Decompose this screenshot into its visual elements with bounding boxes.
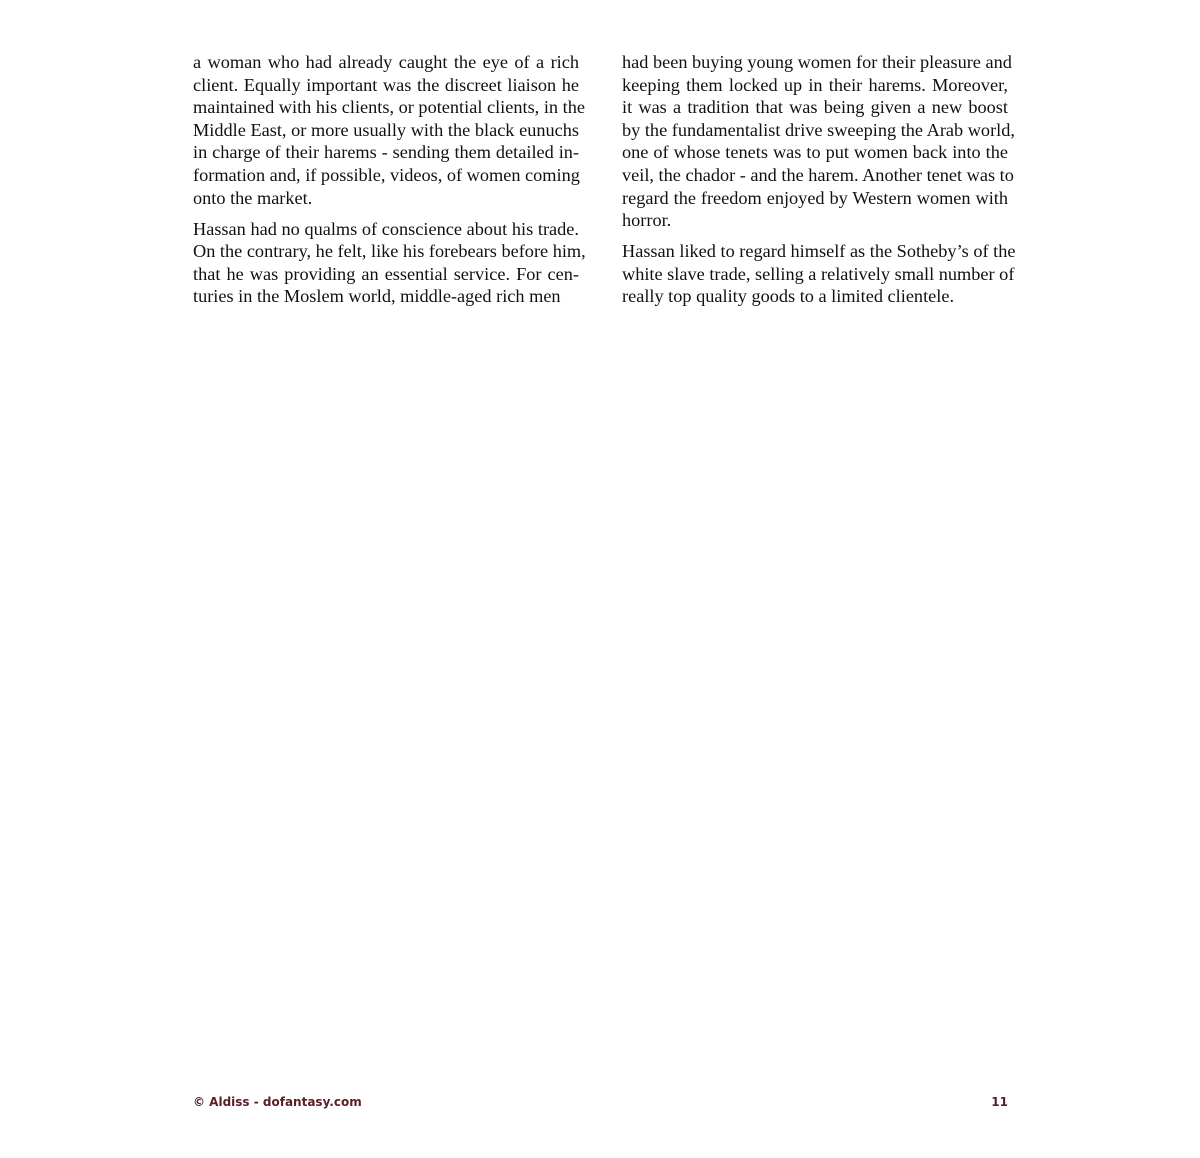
text-line: Middle East, or more usually with the black eunuchs	[193, 119, 579, 140]
text-line: veil, the chador - and the harem. Another tenet was to	[622, 164, 1014, 185]
text-line: by the fundamentalist drive sweeping the Arab world,	[622, 119, 1015, 140]
text-line: formation and, if possible, videos, of women coming	[193, 164, 580, 185]
text-line: onto the market.	[193, 187, 313, 208]
text-line: Hassan had no qualms of conscience about his trade.	[193, 218, 579, 239]
text-line: in charge of their harems - sending them detailed in-	[193, 142, 579, 163]
text-line: client. Equally important was the discreet liaison he	[193, 74, 579, 95]
footer-copyright: © Aldiss - dofantasy.com	[193, 1095, 362, 1109]
text-line: one of whose tenets was to put women back into the	[622, 142, 1008, 163]
page-number: 11	[991, 1095, 1008, 1109]
paragraph	[622, 240, 1016, 308]
paragraph	[622, 51, 1015, 232]
text-line: Hassan liked to regard himself as the Sotheby’s of the	[622, 241, 1016, 262]
left-column	[193, 51, 586, 317]
text-line: it was a tradition that was being given a new boost	[622, 97, 1008, 118]
text-line: had been buying young women for their pleasure and	[622, 52, 1012, 72]
paragraph	[193, 218, 586, 308]
text-line: regard the freedom enjoyed by Western women with	[622, 187, 1008, 208]
text-line: really top quality goods to a limited clientele.	[622, 286, 955, 307]
text-line: white slave trade, selling a relatively small number of	[622, 263, 1015, 284]
right-column	[622, 51, 1016, 317]
text-line: maintained with his clients, or potential clients, in the	[193, 97, 585, 118]
text-line: that he was providing an essential service. For cen-	[193, 263, 579, 284]
text-line: turies in the Moslem world, middle-aged rich men	[193, 286, 561, 307]
paragraph	[193, 51, 585, 209]
text-line: keeping them locked up in their harems. Moreover,	[622, 74, 1008, 95]
text-line: On the contrary, he felt, like his forebears before him,	[193, 241, 586, 262]
text-line: horror.	[622, 210, 672, 231]
text-line: a woman who had already caught the eye of a rich	[193, 52, 579, 72]
